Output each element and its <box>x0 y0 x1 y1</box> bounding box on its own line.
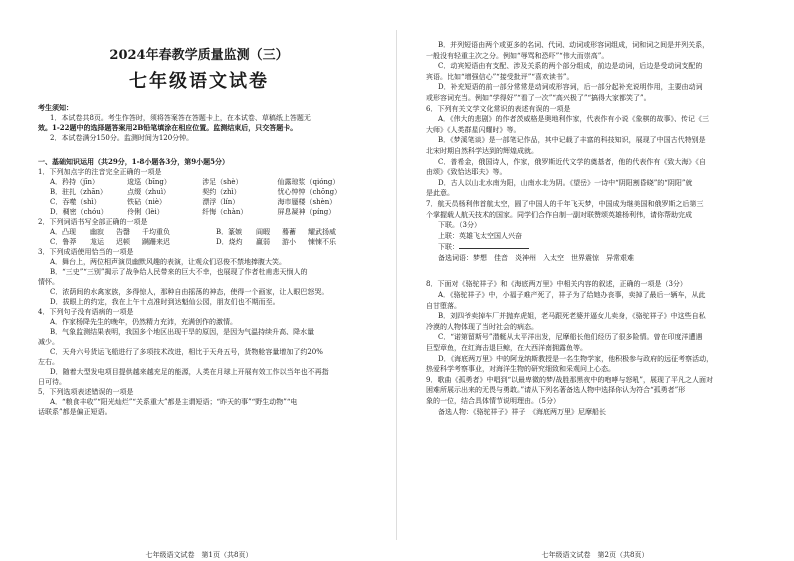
exam-subtitle: 七年级语文试卷 <box>129 71 269 92</box>
option-cell: 忧心忡忡（chōng） <box>277 188 342 196</box>
option-line: D．拔眼上的约定，我在上午十点准时到达魁仙公园，朋友们也不期而至。 <box>50 298 280 306</box>
spacer <box>426 263 766 279</box>
text-line: D．古人以山北水南为阳，山南水北为阴。《望岳》一诗中“阴阳割昏晓”的“阴阳”就 <box>438 178 693 187</box>
option-cell: D．烧灼 <box>216 238 243 246</box>
text-line: 困难所展示出来的无畏与勇敢。”请从下列名著备选人物中选择你认为符合“孤勇者”形 <box>426 386 686 395</box>
page-right <box>400 0 790 561</box>
option-line: 情怀。 <box>38 278 59 286</box>
right-lines <box>426 40 766 231</box>
option-cell: 涉足（shè） <box>202 178 243 186</box>
option-cell: 阎暇 <box>256 228 270 236</box>
page-footer-left: 七年级语文试卷 第1页（共8页） <box>145 551 253 559</box>
option-cell: 赢弱 <box>256 238 270 246</box>
option-cell: A．矜持（jīn） <box>50 178 99 186</box>
text-line: 热爱科学考察事业，对海洋生物的研究细致和采观问上心态。 <box>426 365 615 374</box>
option-cell: 幽寂 <box>90 228 104 236</box>
option-line: C．浓荫间的水禽家族，多得惊人，那种自由摇荡的神态，使得一个画家，让人眼巴怒哭。 <box>50 288 329 296</box>
option-cell: C．鲁莽 <box>50 238 77 246</box>
option-row <box>38 227 370 237</box>
option-cell: D．稠密（chóu） <box>50 208 108 216</box>
option-line: 减少。 <box>38 338 59 346</box>
text-line: 象的一位，结合具体情节说明理由。（5分） <box>426 397 560 405</box>
option-line: D．随着大型发电项目提供越来越充足的能源，人类在月球上开展有效工作以当年也不再指 <box>50 368 329 376</box>
option-cell: B．篆嫉 <box>216 228 243 236</box>
couplet-lower-label: 下联： <box>438 243 459 252</box>
option-line: 左右。 <box>38 358 59 366</box>
text-line: D．补充短语的前一部分常常是动词或形容词，后一部分起补充说明作用，主要由动词 <box>438 83 703 92</box>
text-line: 7．航天员杨利伟首航太空，圆了中国人的千年飞天梦，中国成为继美国和俄罗斯之后第三 <box>426 199 704 208</box>
option-line: A．舞台上，两位相声演员幽默风趣的表演，让观众们忍俊不禁地捧腹大笑。 <box>50 258 287 266</box>
text-line: 自甘堕落。 <box>426 301 461 310</box>
page-footer-right: 七年级语文试卷 第2页（共8页） <box>541 551 649 559</box>
text-line: 9．歌曲《孤勇者》中唱到“以最卑微的梦/战胜那黑夜中的咆哮与怒吼”，展现了平凡之人面对 <box>426 375 713 384</box>
option-cell: A．凸现 <box>50 228 77 236</box>
notice-heading: 考生须知： <box>38 103 73 112</box>
text-line: D．《海底两万里》中的阿龙纳斯教授是一名生物学家，他积极参与政府的远征考察活动， <box>438 354 714 363</box>
notice-line: 2．本试卷满分150分。监测时间为120分钟。 <box>50 134 194 142</box>
page-left <box>4 0 394 561</box>
option-cell: 铁砧（niè） <box>127 198 166 206</box>
question-3: 3．下列成语使用恰当的一项是 <box>38 248 134 256</box>
option-cell: 点缀（zhuì） <box>127 188 171 196</box>
answer-blank <box>459 241 529 249</box>
option-cell: 游小 <box>282 238 296 246</box>
couplet-lower <box>426 241 766 253</box>
option-row <box>38 207 370 217</box>
questions-block <box>38 157 370 417</box>
text-line: 大师》《人类群星闪耀时》等。 <box>426 125 521 134</box>
text-line: A．《伟大的悲剧》的作者茨威格是奥地利作家，代表作有小说《象棋的故事》、传记《三 <box>438 115 710 124</box>
text-line: B．刘四爷卖掉车厂并抛弃虎姐，老马跟死老婆并逼女儿卖身，《骆驼祥子》中这些自私 <box>438 312 706 321</box>
option-cell: 伶俐（lèi） <box>127 208 164 216</box>
section-heading: 一、基础知识运用（共29分，1-8小题各3分，第9小题5分） <box>38 157 229 166</box>
text-line: 个掌握载人航天技术的国家。同学们合作自制一副对联赞颂英雄杨利伟，请你帮助完成 <box>426 210 692 219</box>
option-line: 日可待。 <box>38 378 66 386</box>
candidate-words: 备选词语：梦想 佳音 炎神州 入太空 世界震惊 异常艰难 <box>438 253 634 262</box>
option-line: A．“粮食丰收”“阳光灿烂”“关系重大”都是主谓短语；“昨天的事”“野生动物”“电 <box>50 398 298 406</box>
option-cell: 尨运 <box>90 238 104 246</box>
option-cell: 海市蜃楼（shèn） <box>277 198 337 206</box>
option-line: B．“三史”“三别”揭示了战争给人民带来的巨大不幸，也展现了作者杜甫悲天悯人的 <box>50 268 308 276</box>
page-divider <box>396 30 397 540</box>
option-cell: 逡巡（bīng） <box>127 178 171 186</box>
option-cell: 耀武扬威 <box>308 228 336 236</box>
option-line: 话联系”都是偏正短语。 <box>38 408 112 416</box>
option-line: C．天舟六号货运飞船进行了多项技术改进，相比于天舟五号，货物舱容量增加了约20% <box>50 348 323 356</box>
text-line: C．“诺第留斯号”潜艇从太平洋出发，尼摩船长他们经历了很多险情。曾在印度洋遭遇 <box>438 333 703 342</box>
option-cell: 迟顿 <box>116 238 130 246</box>
text-line: 备选人物：《骆驼祥子》祥子 《海底两万里》尼摩船长 <box>438 407 606 416</box>
notice-block <box>38 103 370 143</box>
option-cell: C．吞噬（shì） <box>50 198 101 206</box>
text-line: C．动宾短语由有支配、涉及关系的两个部分组成，前边是动词，后边是受动词支配的 <box>438 62 703 71</box>
question-4: 4．下列句子没有语病的一项是 <box>38 308 134 316</box>
couplet-upper: 上联：英雄飞太空国人兴奋 <box>438 231 522 240</box>
option-row <box>38 237 370 247</box>
option-cell: 漂浮（lín） <box>202 198 240 206</box>
option-cell: 告罄 <box>116 228 130 236</box>
option-cell: 悚悚不乐 <box>308 238 336 246</box>
option-cell: B．驻扎（zhān） <box>50 188 108 196</box>
text-line: 一般没有轻重主次之分。例如“辱骂和恐吓”“伟大而崇高”。 <box>426 51 609 60</box>
notice-line: 1．本试卷共8页。考生作答时，须将答案答在答题卡上，在本试卷、草稿纸上答题无 <box>50 114 311 122</box>
text-line: 6．下列有关文学文化常识的表述有误的一项是 <box>426 104 571 113</box>
question-5: 5．下列选项表述错误的一项是 <box>38 388 134 396</box>
text-line: A．《骆驼祥子》中，小福子难产死了，祥子为了给她办丧事，卖掉了最后一辆车，从此 <box>438 291 706 300</box>
exam-title: 2024年春教学质量监测（三） <box>109 48 289 63</box>
question-2-options <box>38 227 370 247</box>
option-line: A．作家杨降先生的晚年，仍然精力充沛，充满创作的激情。 <box>50 318 238 326</box>
text-line: 或形容词充当。例如“学得好”“看了一次”“高兴极了”“搞得大家都笑了”。 <box>426 93 651 102</box>
option-line: B．气象监测结果表明，我国多个地区出现干旱的原因，是因为气温持续升高、降水量 <box>50 328 315 336</box>
question-1-options <box>38 177 370 217</box>
text-line: 8．下面对《骆驼祥子》和《海底两万里》中相关内容的叙述，正确的一项是（3分） <box>426 280 687 289</box>
option-cell: 蹒跚来迟 <box>142 238 170 246</box>
option-cell: 千均重负 <box>142 228 170 236</box>
question-1: 1．下列加点字的注音完全正确的一项是 <box>38 168 162 176</box>
question-2: 2．下列词语书写全部正确的一项是 <box>38 218 148 226</box>
text-line: 下联。（3分） <box>438 221 481 230</box>
option-row <box>38 197 370 207</box>
right-lines-2 <box>426 279 766 417</box>
text-line: C．普希金，俄国诗人，作家，俄罗斯近代文学的奠基者，他的代表作有《致大海》《自 <box>438 157 706 166</box>
notice-line: 效。1-22题中的选择题答案用2B铅笔填涂在相应位置。监测结束后，只交答题卡。 <box>38 123 298 132</box>
text-line: 由颂》《致恰达耶夫》等。 <box>426 168 507 177</box>
text-line: B．《梦溪笔谈》是一部笔记作品，其中记载了丰富的科技知识，展现了中国古代特别是 <box>438 136 706 145</box>
text-line: 巨型章鱼，在红海击退巨鲸，在大西洋南拥露鱼等。 <box>426 344 587 353</box>
option-cell: 屏息凝神（píng） <box>277 208 336 216</box>
option-row <box>38 187 370 197</box>
right-text-block <box>426 40 766 417</box>
text-line: 冷漠的人物体现了当时社会的病态。 <box>426 322 538 331</box>
option-cell: 蓦蓄 <box>282 228 296 236</box>
text-line: B．并列短语由两个或更多的名词、代词、动词或形容词组成，词和词之间是并列关系， <box>438 41 710 49</box>
option-cell: 纤悔（chàn） <box>202 208 248 216</box>
text-line: 是此意。 <box>426 189 454 198</box>
option-row <box>38 177 370 187</box>
text-line: 宾语。比如“增强信心”“接受批评”“喜欢读书”。 <box>426 72 574 81</box>
text-line: 北宋时期自然科学达到的辉煌成就。 <box>426 146 538 155</box>
option-cell: 契约（zhì） <box>202 188 241 196</box>
option-cell: 仙露琼浆（qióng） <box>277 178 340 186</box>
